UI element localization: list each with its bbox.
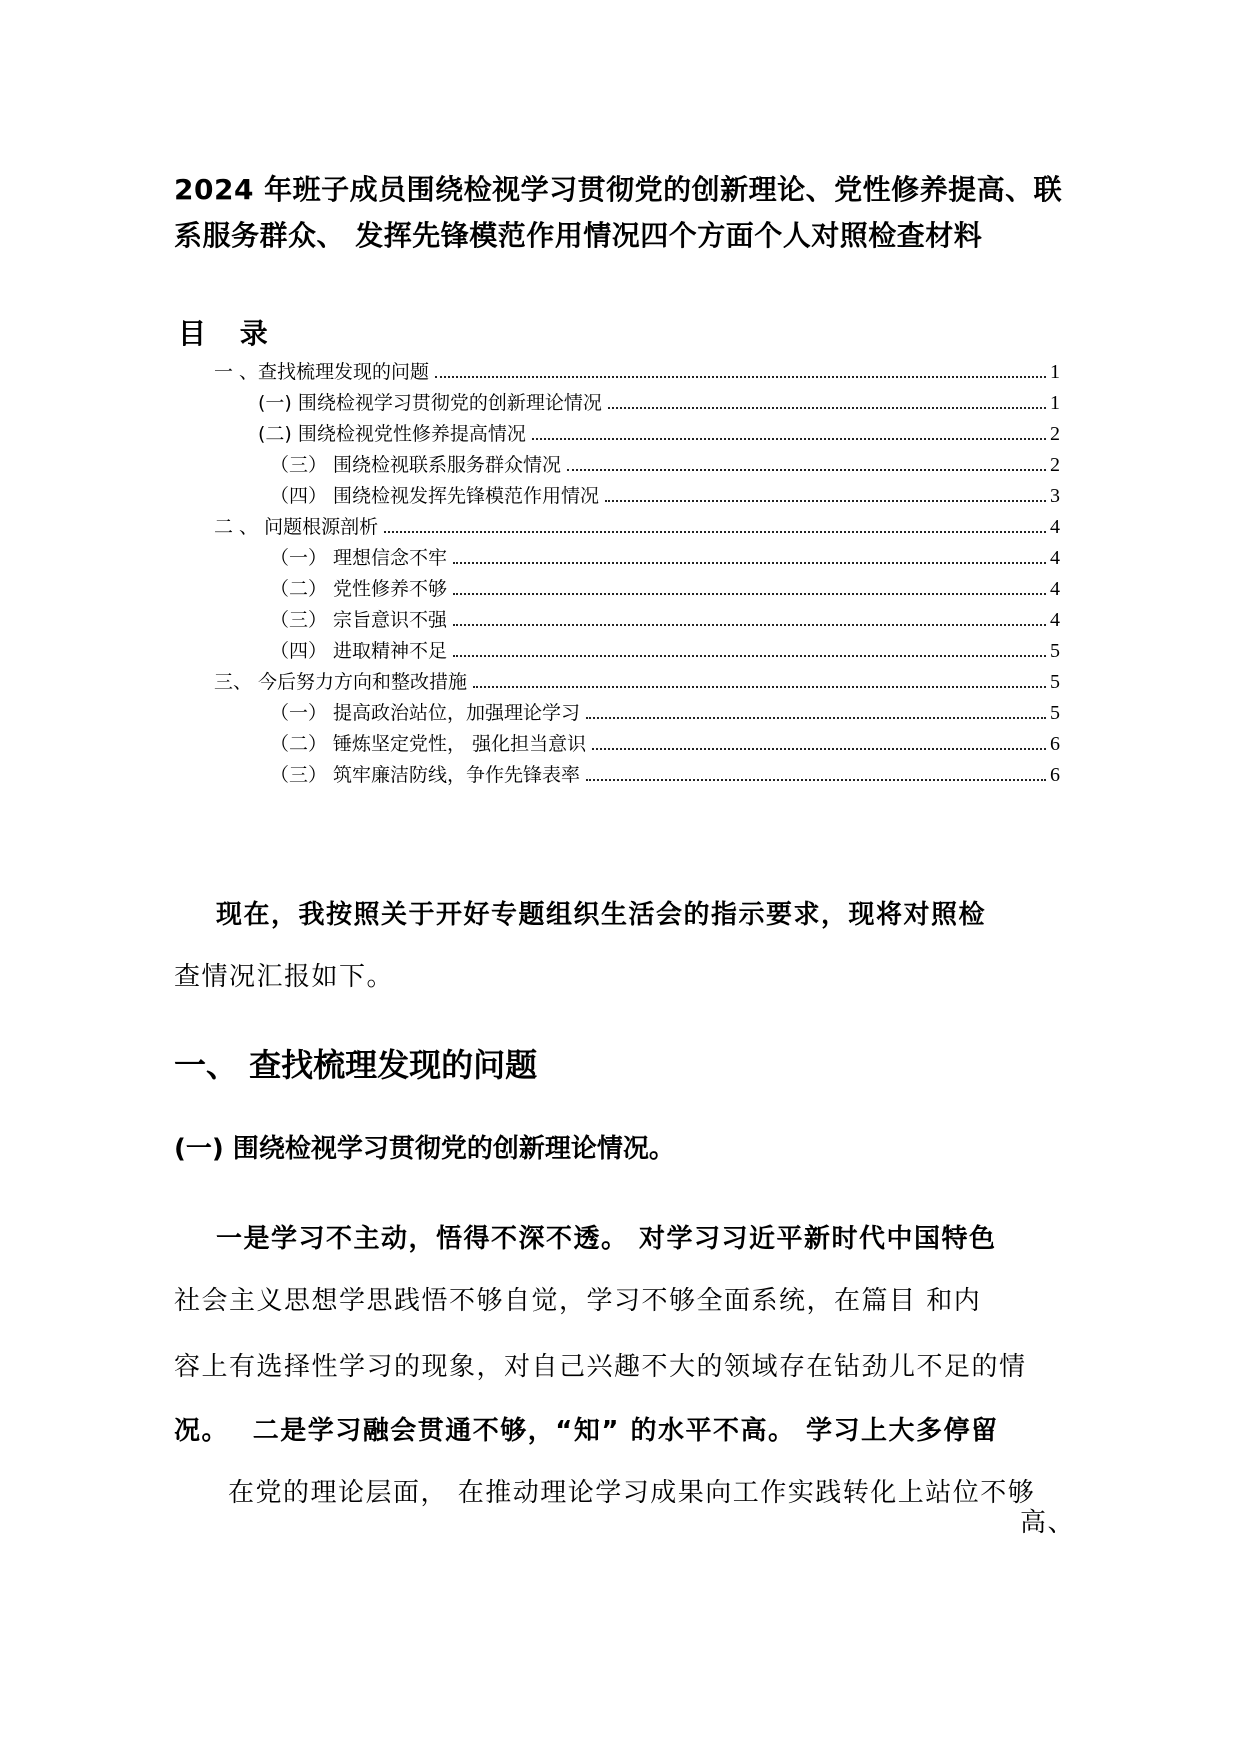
toc-entry-label: （二） 党性修养不够: [270, 578, 448, 600]
toc-entry-label: （一） 提高政治站位，加强理论学习: [270, 702, 581, 724]
toc-dot-leader: [586, 717, 1046, 719]
toc-entry[interactable]: [270, 759, 1060, 787]
toc-dot-leader: [453, 562, 1046, 564]
toc-entry-page: 4: [1050, 609, 1060, 631]
body-line-3: 容上有选择性学习的现象，对自己兴趣不大的领域存在钻劲儿不足的情: [174, 1352, 1027, 1382]
toc-entry-page: 4: [1050, 547, 1060, 569]
toc-entry-label: （三） 筑牢廉洁防线，争作先锋表率: [270, 764, 581, 786]
toc-entry-label: （一） 理想信念不牢: [270, 547, 448, 569]
toc-entry[interactable]: [214, 356, 1060, 384]
toc-dot-leader: [532, 438, 1046, 440]
intro-line-2: 查情况汇报如下。: [174, 962, 395, 992]
toc-entry[interactable]: [270, 573, 1060, 601]
toc-entry[interactable]: [270, 635, 1060, 663]
toc-entry-page: 5: [1050, 702, 1060, 724]
toc-entry[interactable]: [214, 666, 1060, 694]
toc-entry[interactable]: [258, 418, 1060, 446]
toc-entry-page: 1: [1050, 392, 1060, 414]
toc-dot-leader: [473, 686, 1046, 688]
toc-entry-label: 二 、 问题根源剖析: [214, 516, 379, 538]
toc-dot-leader: [384, 531, 1046, 533]
body-line-6: 高、: [1020, 1508, 1076, 1538]
toc-entry-label: （四） 进取精神不足: [270, 640, 448, 662]
toc-entry-label: (二) 围绕检视党性修养提高情况: [258, 423, 526, 445]
toc-entry-label: 三、 今后努力方向和整改措施: [214, 671, 468, 693]
document-title-line-2: 系服务群众、 发挥先锋模范作用情况四个方面个人对照检查材料: [174, 219, 983, 252]
toc-entry-label: 一 、查找梳理发现的问题: [214, 361, 430, 383]
body-line-4-part-b: 二是学习融会贯通不够，“知” 的水平不高。 学习上大多停留: [252, 1416, 999, 1446]
body-line-4: [174, 1410, 999, 1447]
body-line-2: 社会主义思想学思践悟不够自觉，学习不够全面系统，在篇目 和内: [174, 1286, 982, 1316]
toc-entry-page: 1: [1050, 361, 1060, 383]
subsection-heading: (一) 围绕检视学习贯彻党的创新理论情况。: [174, 1134, 675, 1164]
toc-entry[interactable]: [270, 449, 1060, 477]
toc-entry[interactable]: [270, 480, 1060, 508]
toc-heading: 目 录: [178, 317, 280, 350]
toc-dot-leader: [605, 500, 1046, 502]
section-heading: 一、 查找梳理发现的问题: [174, 1046, 538, 1084]
toc-dot-leader: [453, 593, 1046, 595]
body-line-5: 在党的理论层面， 在推动理论学习成果向工作实践转化上站位不够: [228, 1478, 1036, 1508]
toc-entry[interactable]: [214, 511, 1060, 539]
toc-entry-label: （三） 围绕检视联系服务群众情况: [270, 454, 562, 476]
toc-entry[interactable]: [270, 542, 1060, 570]
toc-entry-label: （二） 锤炼坚定党性， 强化担当意识: [270, 733, 587, 755]
intro-line-1: 现在，我按照关于开好专题组织生活会的指示要求，现将对照检: [216, 900, 987, 930]
toc-dot-leader: [586, 779, 1046, 781]
body-line-1: 一是学习不主动，悟得不深不透。 对学习习近平新时代中国特色: [216, 1224, 997, 1254]
body-line-4-part-a: 况。: [174, 1416, 230, 1446]
toc-dot-leader: [435, 376, 1046, 378]
toc-dot-leader: [453, 624, 1046, 626]
toc-dot-leader: [608, 407, 1046, 409]
toc-entry-page: 5: [1050, 671, 1060, 693]
toc-entry-label: (一) 围绕检视学习贯彻党的创新理论情况: [258, 392, 602, 414]
toc-dot-leader: [567, 469, 1046, 471]
toc-entry[interactable]: [270, 604, 1060, 632]
toc-entry-label: （三） 宗旨意识不强: [270, 609, 448, 631]
toc-entry-page: 2: [1050, 454, 1060, 476]
toc-entry[interactable]: [258, 387, 1060, 415]
toc-dot-leader: [453, 655, 1046, 657]
toc-entry-page: 6: [1050, 764, 1060, 786]
toc-dot-leader: [592, 748, 1046, 750]
toc-entry[interactable]: [270, 697, 1060, 725]
toc-entry-page: 4: [1050, 516, 1060, 538]
toc-entry-page: 3: [1050, 485, 1060, 507]
document-title-line-1: 2024 年班子成员围绕检视学习贯彻党的创新理论、党性修养提高、联: [174, 173, 1063, 206]
toc-entry-page: 2: [1050, 423, 1060, 445]
toc-entry-label: （四） 围绕检视发挥先锋模范作用情况: [270, 485, 600, 507]
toc-entry-page: 6: [1050, 733, 1060, 755]
toc-entry-page: 4: [1050, 578, 1060, 600]
toc-entry[interactable]: [270, 728, 1060, 756]
toc-entry-page: 5: [1050, 640, 1060, 662]
